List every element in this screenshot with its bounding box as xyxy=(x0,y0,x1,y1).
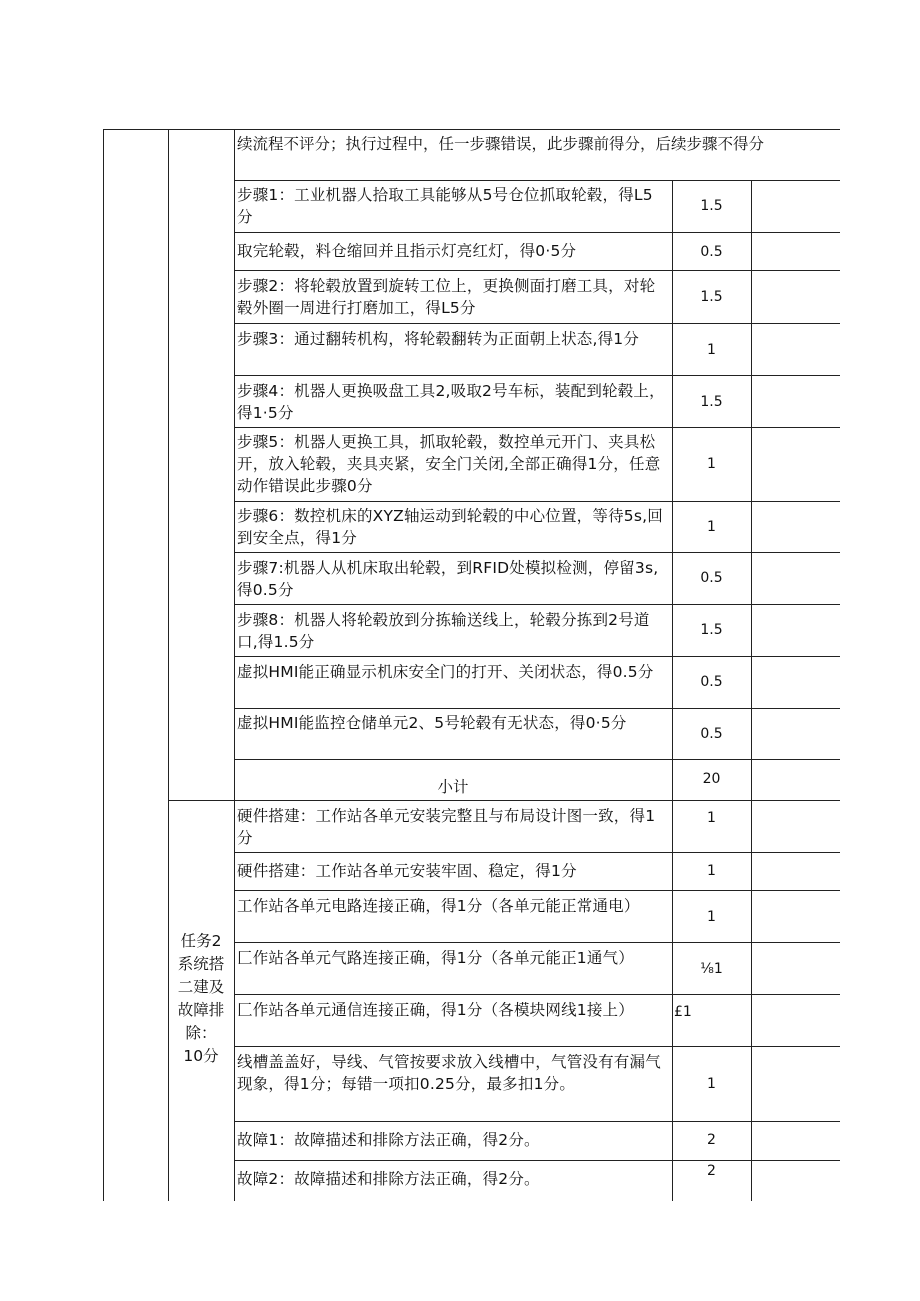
column-divider-3 xyxy=(672,180,673,800)
step-description: 步骤2：将轮毂放置到旋转工位上，更换侧面打磨工具，对轮毂外圈一周进行打磨加工，得L5分 xyxy=(237,277,656,317)
item-score: 1 xyxy=(707,909,716,925)
task2-label-line: 除： xyxy=(185,1024,217,1042)
row-line xyxy=(234,890,840,891)
task2-label-line: 故障排 xyxy=(177,1001,225,1019)
item-score: 1 xyxy=(707,863,716,879)
step-score: 0.5 xyxy=(700,726,723,742)
step-score: 1 xyxy=(707,456,716,472)
item-score: 1 xyxy=(707,810,716,826)
step-description: 步骤3：通过翻转机构，将轮毂翻转为正面朝上状态,得1分 xyxy=(237,330,640,348)
item-score: 1 xyxy=(707,1076,716,1092)
step-score: 1 xyxy=(707,519,716,535)
row-line xyxy=(234,232,840,233)
step-score: 1 xyxy=(707,342,716,358)
row-line xyxy=(234,852,840,853)
step-score: 0.5 xyxy=(700,570,723,586)
step-description: 步骤5：机器人更换工具，抓取轮毂，数控单元开门、夹具松开，放入轮毂，夹具夹紧，安全门关闭,全部正确得1分，任意动作错误此步骤0分 xyxy=(237,433,661,495)
item-description: 工作站各单元电路连接正确，得1分（各单元能正常通电） xyxy=(237,897,640,915)
column-divider-4 xyxy=(751,180,752,1201)
row-line xyxy=(234,375,840,376)
row-line xyxy=(234,180,840,181)
item-description: 故障2：故障描述和排除方法正确，得2分。 xyxy=(237,1170,540,1188)
row-line xyxy=(234,427,840,428)
task2-label-line: 系统搭 xyxy=(177,955,225,973)
row-line xyxy=(234,942,840,943)
step-score: 1.5 xyxy=(700,622,723,638)
step-score: 1.5 xyxy=(700,198,723,214)
step-description: 虚拟HMI能正确显示机床安全门的打开、关闭状态，得0.5分 xyxy=(237,663,654,681)
task2-label xyxy=(168,930,234,1068)
rule-note-cell: 续流程不评分；执行过程中，任一步骤错误，此步骤前得分，后续步骤不得分 xyxy=(237,135,765,153)
step-description: 步骤8：机器人将轮毂放到分拣输送线上，轮毂分拣到2号道口,得1.5分 xyxy=(237,611,650,651)
step-score: 0.5 xyxy=(700,244,723,260)
table-border-top xyxy=(103,129,840,130)
item-score: 2 xyxy=(707,1163,716,1179)
item-description: 匚作站各单元通信连接正确，得1分（各模块网线1接上） xyxy=(237,1001,634,1019)
subtotal-label: 小计 xyxy=(437,778,469,796)
row-line xyxy=(234,994,840,995)
step-score: 1.5 xyxy=(700,289,723,305)
row-line xyxy=(234,501,840,502)
item-description: 线槽盖盖好，导线、气管按要求放入线槽中，气管没有有漏气现象，得1分；每错一项扣0.25分，最多扣1分。 xyxy=(237,1053,661,1093)
row-line xyxy=(234,604,840,605)
step-description: 步骤7:机器人从机床取出轮毂，到RFID处模拟检测，停留3s,得0.5分 xyxy=(237,559,659,599)
row-line xyxy=(234,1046,840,1047)
item-description: 匚作站各单元气路连接正确，得1分（各单元能正1通气） xyxy=(237,949,634,967)
item-description: 硬件搭建：工作站各单元安装牢固、稳定，得1分 xyxy=(237,862,577,880)
item-score: £1 xyxy=(674,1004,692,1020)
task2-label-line: 任务2 xyxy=(180,932,222,950)
task2-label-line: 10分 xyxy=(183,1047,219,1065)
row-line xyxy=(234,1160,840,1161)
step-score: 0.5 xyxy=(700,674,723,690)
row-line xyxy=(234,323,840,324)
item-score: ⅛1 xyxy=(700,961,723,977)
step-description: 虚拟HMI能监控仓储单元2、5号轮毂有无状态，得0·5分 xyxy=(237,714,627,732)
subtotal-score: 20 xyxy=(702,771,721,787)
row-line xyxy=(234,270,840,271)
row-line xyxy=(234,759,840,760)
row-line xyxy=(234,708,840,709)
item-description: 硬件搭建：工作站各单元安装完整且与布局设计图一致，得1分 xyxy=(237,807,656,847)
step-description: 取完轮毂，料仓缩回并且指示灯亮红灯，得0·5分 xyxy=(237,242,577,260)
table-border-left xyxy=(103,129,104,1201)
row-line xyxy=(234,1121,840,1122)
step-description: 步骤6：数控机床的XYZ轴运动到轮毂的中心位置，等待5s,回到安全点，得1分 xyxy=(237,507,663,547)
step-description: 步骤1：工业机器人拾取工具能够从5号仓位抓取轮毂，得L5分 xyxy=(237,186,653,226)
row-line xyxy=(168,800,840,801)
column-divider-2 xyxy=(234,129,235,1201)
step-score: 1.5 xyxy=(700,394,723,410)
row-line xyxy=(234,656,840,657)
row-line xyxy=(234,552,840,553)
item-description: 故障1：故障描述和排除方法正确，得2分。 xyxy=(237,1131,540,1149)
task2-label-line: 二建及 xyxy=(177,978,225,996)
item-score: 2 xyxy=(707,1132,716,1148)
step-description: 步骤4：机器人更换吸盘工具2,吸取2号车标，装配到轮毂上，得1·5分 xyxy=(237,382,665,422)
